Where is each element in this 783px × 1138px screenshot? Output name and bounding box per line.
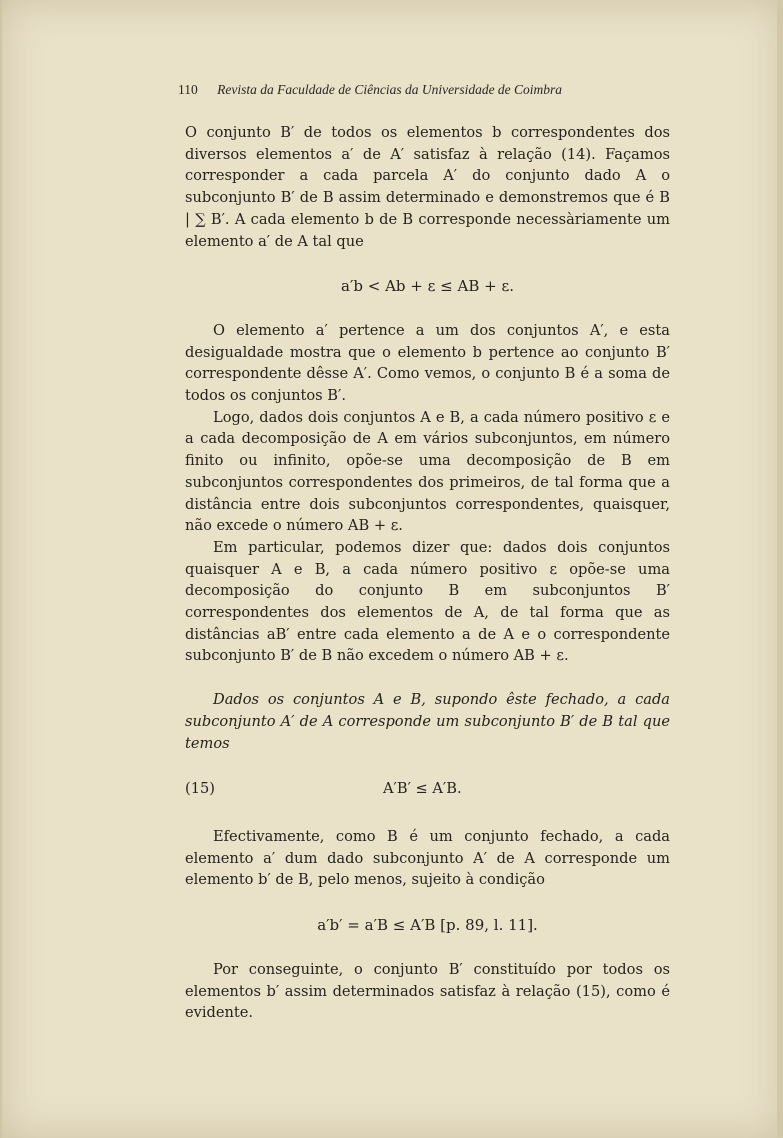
equation-expression: A′B′ ≤ A′B. xyxy=(383,780,462,798)
page-number: 110 xyxy=(178,82,198,97)
paragraph: O conjunto B′ de todos os elementos b correspondentes dos diversos elementos a′ de A′ satisfaz à relação (14). Façamos corresponder a cada parcela A′ do conjunto dado A o subconjunto B′ de B assim determinado e demonstremos que é B | ∑ B′. A cada elemento b de B corresponde necessàriamente um elemento a′ de A tal que xyxy=(185,124,670,250)
equation-15 xyxy=(185,778,670,800)
running-head xyxy=(178,82,628,98)
paragraph: O elemento a′ pertence a um dos conjuntos A′, e esta desigualdade mostra que o elemento b pertence ao conjunto B′ correspondente dêsse A′. Como vemos, o conjunto B é a soma de todos os conjuntos B′. xyxy=(185,321,670,405)
paragraph: Por conseguinte, o conjunto B′ constituído por todos os elementos b′ assim determinados satisfaz à relação (15), como é evidente. xyxy=(185,960,670,1022)
inequality-equation: a′b < Ab + ε ≤ AB + ε. xyxy=(341,277,514,296)
paragraph: Em particular, podemos dizer que: dados dois conjuntos quaisquer A e B, a cada número positivo ε opõe-se uma decomposição do conjunto B em subconjuntos B′ correspondentes dos elementos de A, de tal forma que as distâncias aB′ entre cada elemento a de A e o correspondente subconjunto B′ de B não excedem o número AB + ε. xyxy=(185,538,670,665)
page-body xyxy=(185,122,670,1024)
theorem-statement: Dados os conjuntos A e B, supondo êste fechado, a cada subconjunto A′ de A corresponde um subconjunto B′ de B tal que temos xyxy=(185,691,670,752)
paragraph: Logo, dados dois conjuntos A e B, a cada número positivo ε e a cada decomposição de A em vários subconjuntos, em número finito ou infinito, opõe-se uma decomposição de B em subconjuntos correspondentes dos primeiros, de tal forma que a distância entre dois subconjuntos correspondentes, quaisquer, não excede o número AB + ε. xyxy=(185,408,670,535)
equation-label: (15) xyxy=(185,780,215,798)
page-edge xyxy=(777,0,783,1138)
paragraph: Efectivamente, como B é um conjunto fechado, a cada elemento a′ dum dado subconjunto A′ de A corresponde um elemento b′ de B, pelo menos, sujeito à condição xyxy=(185,827,670,889)
condition-equation: a′b′ = a′B ≤ A′B [p. 89, l. 11]. xyxy=(317,916,538,935)
journal-title: Revista da Faculdade de Ciências da Universidade de Coimbra xyxy=(217,82,563,97)
